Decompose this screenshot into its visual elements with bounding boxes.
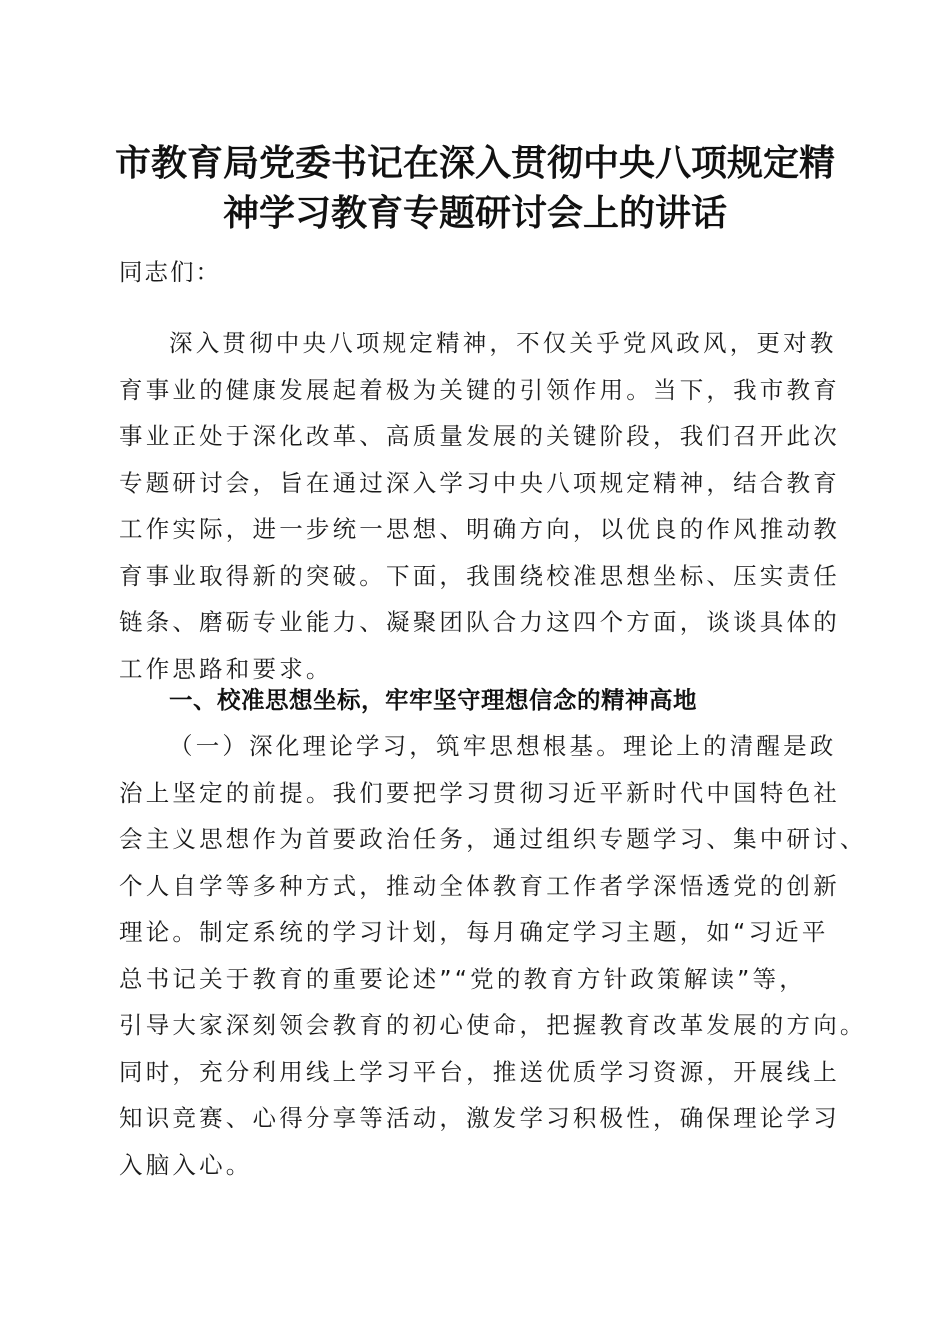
paragraph-section-1-1 [119,723,867,1188]
section-heading: 一、校准思想坐标，牢牢坚守理想信念的精神高地 [169,686,697,714]
paragraph-line: 理论。制定系统的学习计划，每月确定学习主题，如“习近平 [119,918,829,946]
title-line: 市教育局党委书记在深入贯彻中央八项规定精 [114,142,835,184]
paragraph-line: 深入贯彻中央八项规定精神，不仅关乎党风政风，更对教 [169,329,837,357]
paragraph-line: 个人自学等多种方式，推动全体教育工作者学深悟透党的创新 [119,871,840,900]
paragraph-line: 入脑入心。 [119,1150,253,1179]
document-title [100,138,850,238]
paragraph-line: 育事业的健康发展起着极为关键的引领作用。当下，我市教育 [119,375,840,404]
paragraph-line: 工作实际，进一步统一思想、明确方向，以优良的作风推动教 [119,515,840,543]
paragraph-line: （一）深化理论学习，筑牢思想根基。理论上的清醒是政 [169,732,837,760]
paragraph-line: 育事业取得新的突破。下面，我围绕校准思想坐标、压实责任 [119,561,840,590]
paragraph-line: 链条、磨砺专业能力、凝聚团队合力这四个方面，谈谈具体的 [119,608,840,636]
paragraph-line: 知识竞赛、心得分享等活动，激发学习积极性，确保理论学习 [119,1104,840,1132]
title-line: 神学习教育专题研讨会上的讲话 [222,192,727,234]
paragraph-line: 引导大家深刻领会教育的初心使命，把握教育改革发展的方向。 [119,1011,867,1039]
paragraph-line: 会主义思想作为首要政治任务，通过组织专题学习、集中研讨、 [119,825,867,853]
paragraph-line: 治上坚定的前提。我们要把学习贯彻习近平新时代中国特色社 [119,778,840,807]
paragraph-line: 同时，充分利用线上学习平台，推送优质学习资源，开展线上 [119,1057,840,1086]
paragraph-line: 总书记关于教育的重要论述”“党的教育方针政策解读”等， [119,964,806,993]
paragraph-line: 事业正处于深化改革、高质量发展的关键阶段，我们召开此次 [119,422,840,450]
paragraph-intro [119,320,839,692]
paragraph-line: 工作思路和要求。 [119,654,333,683]
salutation: 同志们： [119,258,221,286]
paragraph-line: 专题研讨会，旨在通过深入学习中央八项规定精神，结合教育 [119,468,840,497]
